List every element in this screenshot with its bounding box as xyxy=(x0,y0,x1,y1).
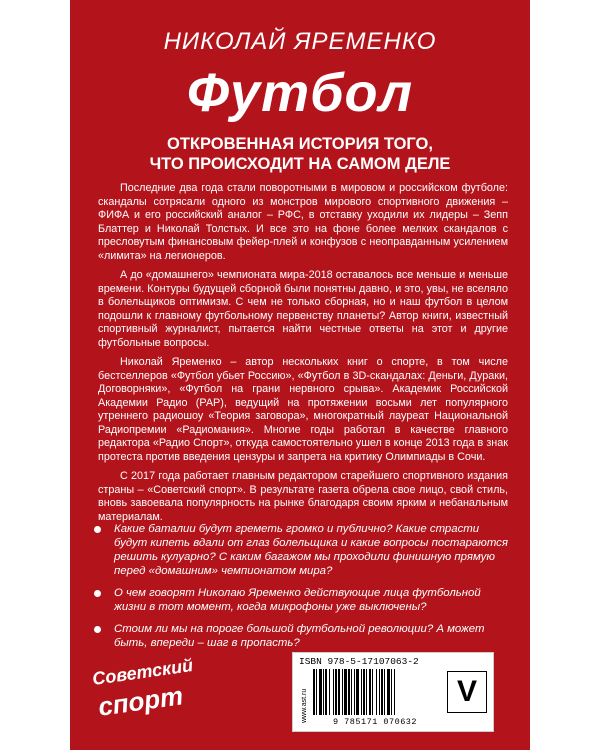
logo-line-2: спорт xyxy=(96,680,185,722)
question-text: Какие баталии будут греметь громко и публично? Какие страсти будут кипеть вдали от глаз болельщика и какие вопросы постараются решить кулуарно? С каким багажом мы проходили финишную прямую перед «домашним» чемпионатом мира? xyxy=(114,523,508,577)
bullet-icon xyxy=(94,626,101,633)
barcode-panel xyxy=(292,652,494,732)
blurb-paragraph: А до «домашнего» чемпионата мира-2018 оставалось все меньше и меньше времени. Контуры будущей сборной были понятны давно, и это, увы, не вселяло в болельщиков оптимизм. С чем не только сборная, но и наш футбол в целом подошли к главному футбольному первенству планеты? Автор книги, известный спортивный журналист, пытается найти честные ответы на этот и другие футбольные вопросы. xyxy=(98,269,508,349)
blurb-paragraph: Николай Яременко – автор нескольких книг о спорте, в том числе бестселлеров «Футбол убьет Россию», «Футбол в 3D-скандалах: Деньги, Дураки, Договорняки», «Футбол на грани нервного срыва». Академик Российской Академии Радио (РАР), ведущий на протяжении восьми лет популярного утреннего радиошоу «Теория заговора», многократный лауреат Национальной Радиопремии «Радиомания». Многие годы работал в качестве главного редактора «Радио Спорт», откуда самостоятельно ушел в конце 2013 года в знак протеста против введения цензуры и запрета на критику Олимпиады в Сочи. xyxy=(98,356,508,463)
subtitle-line-1: ОТКРОВЕННАЯ ИСТОРИЯ ТОГО, xyxy=(167,135,433,153)
isbn-label: ISBN 978-5-17107063-2 xyxy=(299,656,419,667)
barcode-icon xyxy=(311,669,439,715)
bullet-icon xyxy=(94,590,101,597)
book-subtitle xyxy=(70,134,530,174)
question-text: О чем говорят Николаю Яременко действующие лица футбольной жизни в тот момент, когда микрофоны уже выключены? xyxy=(114,587,481,613)
question-item xyxy=(90,522,508,578)
question-list xyxy=(90,522,508,658)
question-text: Стоим ли мы на пороге большой футбольной революции? А может быть, впереди – шаг в пропасть? xyxy=(114,623,485,649)
book-back-cover xyxy=(70,0,530,750)
blurb-text xyxy=(98,182,508,530)
author-name: НИКОЛАЙ ЯРЕМЕНКО xyxy=(163,28,437,55)
sovetsky-sport-logo xyxy=(86,655,206,722)
bullet-icon xyxy=(94,526,101,533)
publisher-website: www.ast.ru xyxy=(301,688,308,723)
question-item xyxy=(90,586,508,614)
question-item xyxy=(90,622,508,650)
blurb-paragraph: С 2017 года работает главным редактором старейшего спортивного издания страны – «Советский спорт». В результате газета обрела свое лицо, свой стиль, вновь завоевала популярность на рынке благодаря своим ярким и небанальным материалам. xyxy=(98,470,508,523)
age-rating-mark: V xyxy=(447,671,487,713)
logo-line-1: Советский xyxy=(91,655,195,689)
blurb-paragraph: Последние два года стали поворотными в мировом и российском футболе: скандалы сотрясали одного из монстров мирового спортивного движения – ФИФА и его российский аналог – РФС, в отставку уходили их лидеры – Зепп Блаттер и Николай Толстых. И все это на фоне более мелких скандалов с пресловутым финансовым фейер-плей и конфузов с неоправданным усилением «лимита» на легионеров. xyxy=(98,182,508,262)
subtitle-line-2: ЧТО ПРОИСХОДИТ НА САМОМ ДЕЛЕ xyxy=(149,155,451,173)
barcode-digits: 9 785171 070632 xyxy=(332,717,417,727)
book-title: Футбол xyxy=(186,63,414,123)
